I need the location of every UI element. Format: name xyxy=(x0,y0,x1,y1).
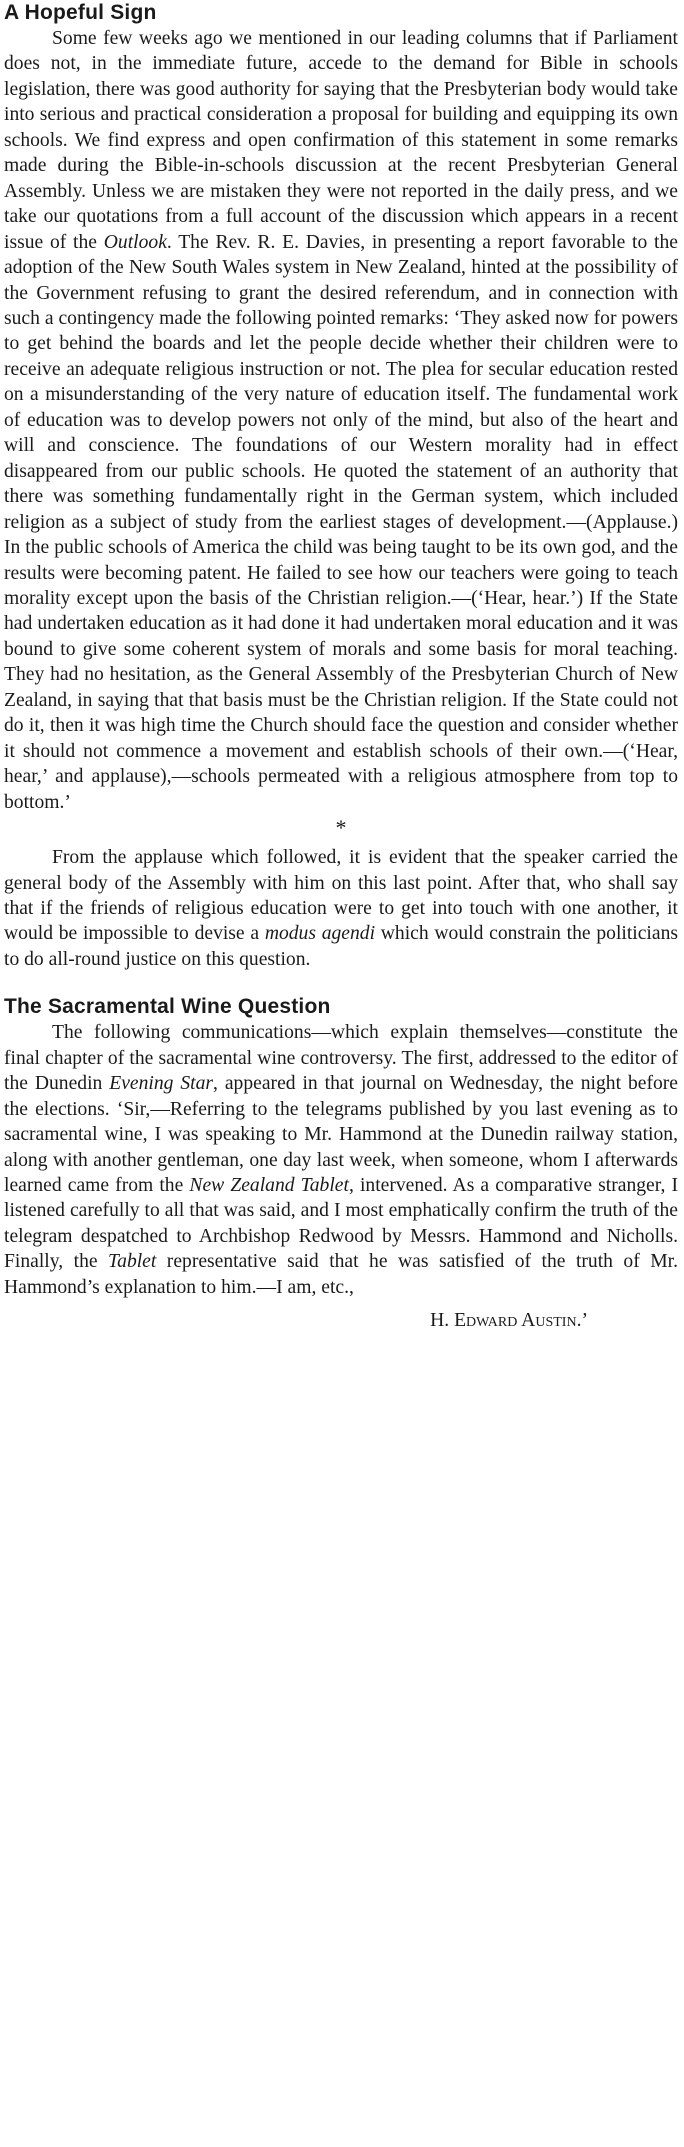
article-sacramental-wine xyxy=(4,994,678,1334)
letter-signature xyxy=(4,1308,678,1334)
publication-name-evening-star: Evening Star xyxy=(109,1073,214,1095)
paragraph-text: representative said that he was satisfied of the truth of Mr. Hammond’s explanation to him.—I am, etc., xyxy=(4,1251,678,1298)
article-paragraph xyxy=(4,26,678,815)
paragraph-text: , intervened. As a comparative stranger, I listened carefully to all that was said, and I most emphatically confirm the truth of the telegram despatched to Archbishop Redwood by Messrs. Hammond and Nicholls. Finally, the xyxy=(4,1175,678,1273)
signature-initial: H. xyxy=(430,1310,455,1332)
article-paragraph xyxy=(4,1020,678,1300)
publication-name-outlook: Outlook xyxy=(103,231,167,253)
publication-name-tablet: Tablet xyxy=(108,1251,157,1273)
signature-name: Edward Austin xyxy=(454,1310,577,1332)
article-paragraph xyxy=(4,845,678,972)
paragraph-text: . The Rev. R. E. Davies, in presenting a report favorable to the adoption of the New South Wales system in New Zealand, hinted at the possibility of the Government refusing to grant the desired referendum, and in connection with such a contingency made the following pointed remarks: ‘They asked now for powers to get behind the boards and let the people decide whether their children were to receive an adequate religious instruction or not. The plea for secular education rested on a misunderstanding of the very nature of education itself. The fundamental work of education was to develop powers not only of the mind, but also of the heart and will and conscience. The foundations of our Western morality had in effect disappeared from our public schools. He quoted the statement of an authority that there was something fundamentally right in the German system, which included religion as a subject of study from the earliest stages of development.—(Applause.) In the public schools of America the child was being taught to be its own god, and the results were becoming patent. He failed to see how our teachers were going to teach morality except upon the basis of the Christian religion.—(‘Hear, hear.’) If the State had undertaken education as it had done it had undertaken moral education and it was bound to give some coherent system of morals and some basis for moral teaching. They had no hesitation, as the General Assembly of the Presbyterian Church of New Zealand, in saying that that basis must be the Christian religion. If the State could not do it, then it was high time the Church should face the question and consider whether it should not commence a movement and establish schools of their own.—(‘Hear, hear,’ and applause),—schools permeated with a religious atmosphere from top to bottom.’ xyxy=(4,231,678,813)
article-title: A Hopeful Sign xyxy=(4,1,157,24)
paragraph-text: which would constrain the politicians to do all-round justice on this question. xyxy=(4,923,678,970)
publication-name-nz-tablet: New Zealand Tablet xyxy=(189,1175,349,1197)
signature-end: .’ xyxy=(576,1310,588,1332)
paragraph-text: The following communications—which explain themselves—constitute the final chapter of the sacramental wine controversy. The first, addressed to the editor of the Dunedin xyxy=(4,1022,678,1095)
article-hopeful-sign xyxy=(4,0,678,972)
paragraph-text: , appeared in that journal on Wednesday, the night before the elections. ‘Sir,—Referring to the telegrams published by you last evening as to sacramental wine, I was speaking to Mr. Hammond at the Dunedin railway station, along with another gentleman, one day last week, when someone, whom I afterwards learned came from the xyxy=(4,1073,678,1197)
section-separator: * xyxy=(335,815,347,841)
article-title: The Sacramental Wine Question xyxy=(4,995,331,1019)
paragraph-text: Some few weeks ago we mentioned in our leading columns that if Parliament does not, in the immediate future, accede to the demand for Bible in schools legislation, there was good authority for saying that the Presbyterian body would take into serious and practical consideration a proposal for building and equipping its own schools. We find express and open confirmation of this statement in some remarks made during the Bible-in-schools discussion at the recent Presbyterian General Assembly. Unless we are mistaken they were not reported in the daily press, and we take our quotations from a full account of the discussion which appears in a recent issue of the xyxy=(4,28,678,253)
paragraph-text: From the applause which followed, it is evident that the speaker carried the general body of the Assembly with him on this last point. After that, who shall say that if the friends of religious education were to get into touch with one another, it would be impossible to devise a xyxy=(4,847,678,945)
latin-phrase: modus agendi xyxy=(264,923,376,945)
